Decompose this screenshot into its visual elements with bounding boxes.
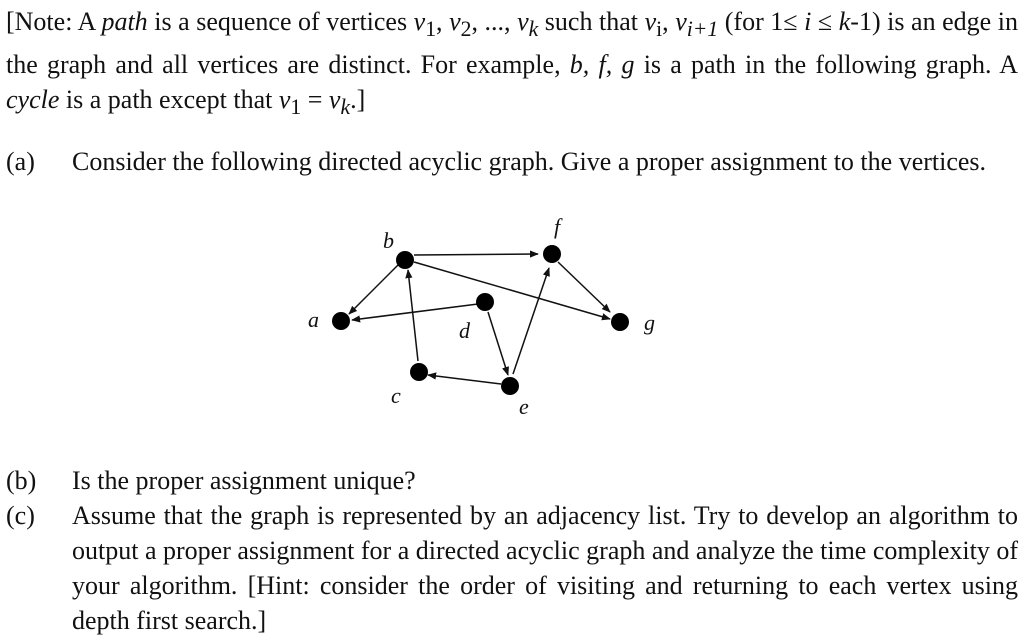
sub-2: 2 (460, 17, 472, 42)
item-label: (a) (6, 147, 35, 176)
var-v2: v (449, 7, 461, 36)
edge-b-g (414, 262, 610, 319)
var-vi: v (644, 7, 657, 36)
vertex-e (501, 377, 519, 395)
sub-1: 1 (425, 17, 437, 42)
question-a (6, 144, 1018, 179)
note-text: -1) is an edge in the graph and all vertices are distinct. For example, (6, 7, 1018, 80)
note-text: , (436, 7, 450, 36)
edge-e-f (513, 268, 549, 374)
item-label: (b) (6, 466, 37, 495)
dag-diagram (290, 214, 655, 419)
note-text: , (662, 7, 676, 36)
vertex-label-a: a (308, 307, 319, 332)
var-vi1: v (675, 7, 687, 36)
var-vk: v (517, 7, 529, 36)
sub-k: k (340, 95, 351, 120)
sub-i: i (656, 17, 663, 42)
vertex-label-d: d (459, 318, 470, 343)
vertex-g (611, 313, 629, 331)
sub-i1: i+1 (686, 17, 719, 42)
edge-e-c (428, 375, 501, 384)
vertex-f (543, 245, 561, 263)
note-text: = (301, 85, 329, 115)
vertex-label-e: e (519, 394, 529, 419)
note-text: .] (350, 85, 366, 115)
vertex-label-c: c (391, 383, 401, 408)
note-text: is a sequence of vertices (147, 7, 414, 36)
vertex-label-g: g (644, 310, 655, 335)
note-text: [Note: A (6, 7, 102, 36)
note-text: ≤ (811, 7, 839, 36)
item-text: Is the proper assignment unique? (72, 466, 416, 495)
vertex-a (332, 312, 350, 330)
question-b (6, 463, 1018, 498)
path-term: path (101, 7, 148, 36)
item-text: Assume that the graph is represented by an adjacency list. Try to develop an algorithm to output a proper assignment for a directed acyclic graph and analyze the time complexity of your algorithm. [Hint: consider the order of visiting and returning to each vertex using depth first search.] (72, 501, 1018, 635)
var-v1: v (278, 85, 291, 115)
note-paragraph (6, 4, 1018, 125)
edge-b-f (414, 254, 538, 255)
edge-b-a (349, 261, 402, 314)
vertex-c (410, 363, 428, 381)
vertex-b (396, 251, 414, 269)
item-label: (c) (6, 501, 35, 530)
note-text: (for 1≤ (718, 7, 805, 36)
edge-f-g (558, 262, 610, 312)
vertex-label-b: b (383, 228, 394, 253)
item-text: Consider the following directed acyclic graph. Give a proper assignment to the vertices. (72, 147, 987, 176)
var-vk: v (328, 85, 341, 115)
vertex-label-f: f (554, 214, 561, 239)
note-text: is a path except that (59, 85, 279, 115)
note-text: such that (538, 7, 645, 36)
question-c (6, 498, 1018, 638)
edge-d-e (488, 312, 508, 375)
edge-c-b (408, 270, 418, 361)
sub-k: k (528, 17, 539, 42)
var-v1: v (413, 7, 426, 36)
sub-1: 1 (290, 95, 302, 120)
path-example: b, f, g (569, 50, 635, 80)
note-text: is a path in the following graph. A (634, 50, 1019, 80)
var-k: k (838, 7, 851, 36)
cycle-term: cycle (6, 85, 60, 115)
vertex-d (476, 293, 494, 311)
note-text: , ..., (471, 7, 518, 36)
var-i: i (804, 7, 812, 36)
